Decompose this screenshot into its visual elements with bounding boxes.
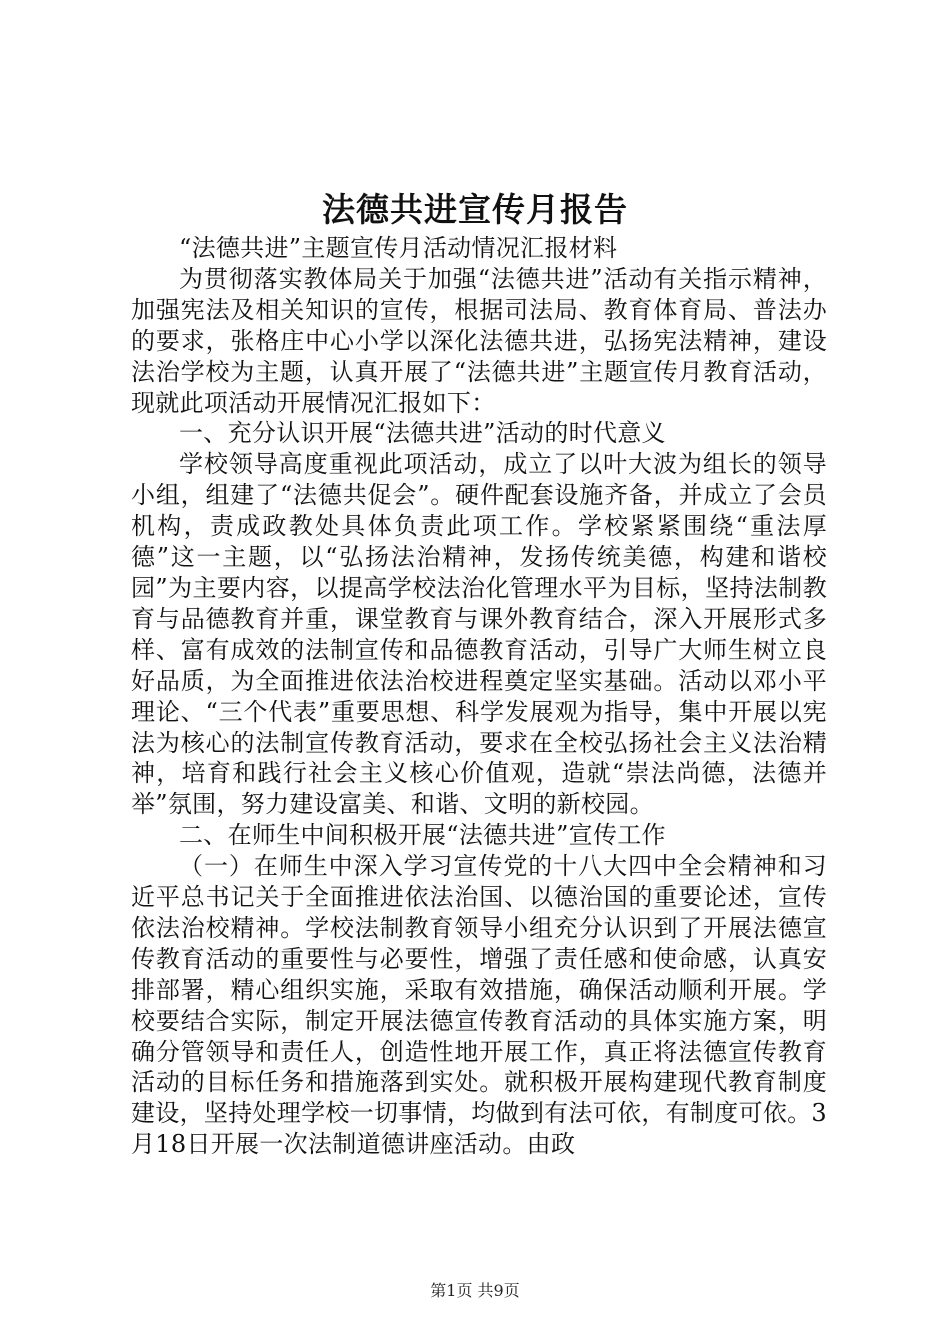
section-heading-2: 二、在师生中间积极开展“法德共进”宣传工作 <box>179 821 666 850</box>
document-body <box>131 233 827 1160</box>
document-title: 法德共进宣传月报告 <box>322 190 628 229</box>
paragraph-intro: 为贯彻落实教体局关于加强“法德共进”活动有关指示精神，加强宪法及相关知识的宣传，根据司法局、教育体育局、普法办的要求，张格庄中心小学以深化法德共进，弘扬宪法精神，建设法治学校为主题，认真开展了“法德共进”主题宣传月教育活动，现就此项活动开展情况汇报如下： <box>131 264 827 417</box>
paragraph-section-2: （一）在师生中深入学习宣传党的十八大四中全会精神和习近平总书记关于全面推进依法治国、以德治国的重要论述，宣传依法治校精神。学校法制教育领导小组充分认识到了开展法德宣传教育活动的重要性与必要性，增强了责任感和使命感，认真安排部署，精心组织实施，采取有效措施，确保活动顺利开展。学校要结合实际，制定开展法德宣传教育活动的具体实施方案，明确分管领导和责任人，创造性地开展工作，真正将法德宣传教育活动的目标任务和措施落到实处。就积极开展构建现代教育制度建设，坚持处理学校一切事情，均做到有法可依，有制度可依。3月18日开展一次法制道德讲座活动。由政 <box>131 852 827 1159</box>
page-footer: 第1页 共9页 <box>430 1281 520 1300</box>
section-heading-1: 一、充分认识开展“法德共进”活动的时代意义 <box>179 419 666 448</box>
paragraph-section-1: 学校领导高度重视此项活动，成立了以叶大波为组长的领导小组，组建了“法德共促会”。硬件配套设施齐备，并成立了会员机构，责成政教处具体负责此项工作。学校紧紧围绕“重法厚德”这一主题，以“弘扬法治精神，发扬传统美德，构建和谐校园”为主要内容，以提高学校法治化管理水平为目标，坚持法制教育与品德教育并重，课堂教育与课外教育结合，深入开展形式多样、富有成效的法制宣传和品德教育活动，引导广大师生树立良好品质，为全面推进依法治校进程奠定坚实基础。活动以邓小平理论、“三个代表”重要思想、科学发展观为指导，集中开展以宪法为核心的法制宣传教育活动，要求在全校弘扬社会主义法治精神，培育和践行社会主义核心价值观，造就“崇法尚德，法德并举”氛围，努力建设富美、和谐、文明的新校园。 <box>131 450 827 819</box>
paragraph-subtitle: “法德共进”主题宣传月活动情况汇报材料 <box>179 234 618 262</box>
